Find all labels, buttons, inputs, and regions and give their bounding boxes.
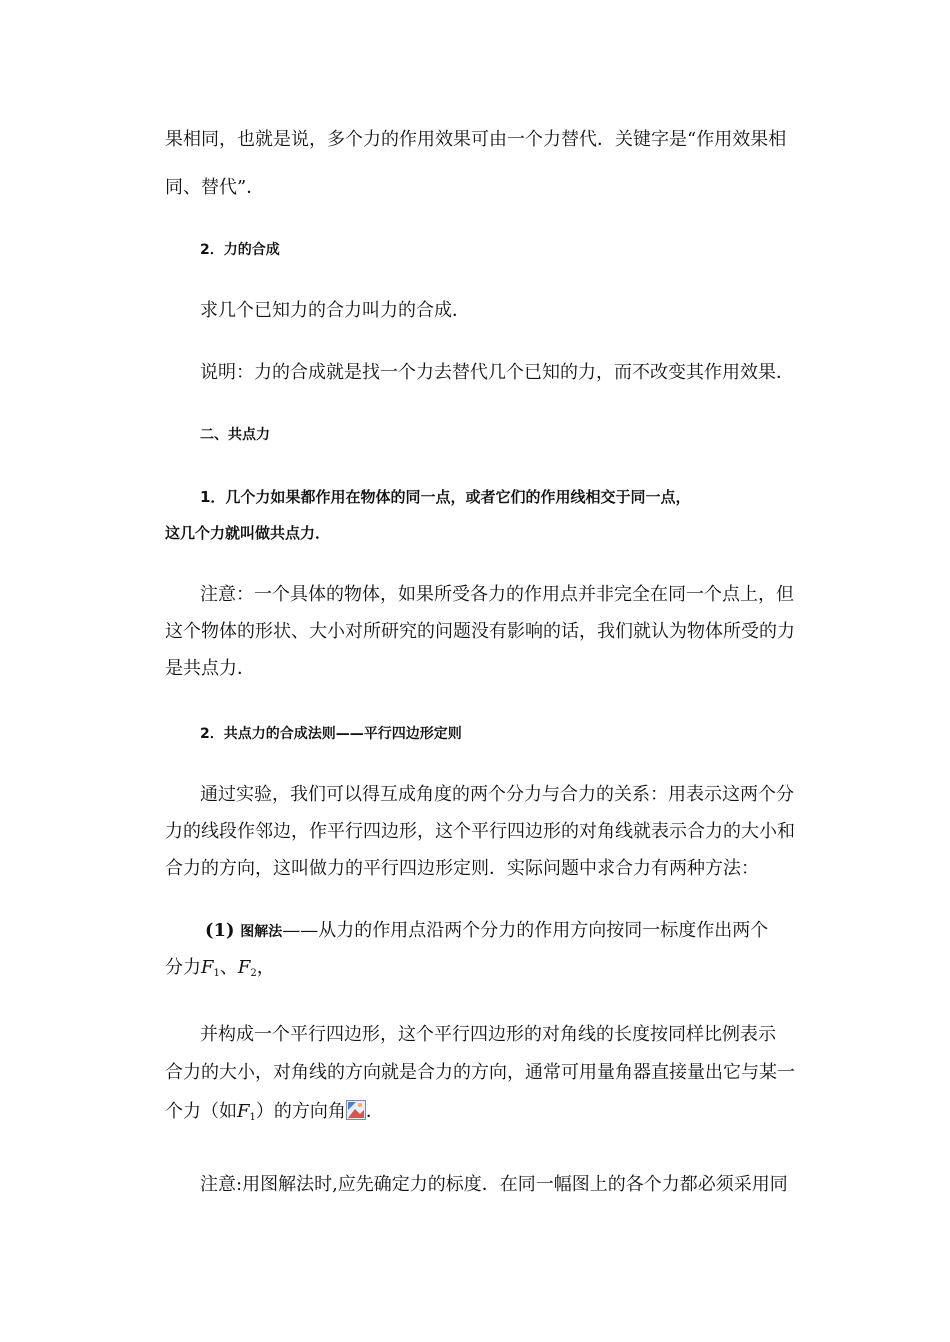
force-symbol: F (201, 957, 214, 978)
punctuation: ， (256, 957, 275, 978)
force-symbol: F (237, 957, 251, 978)
force-symbol: F (237, 1101, 250, 1122)
paragraph-line: 同、替代”． (165, 177, 265, 198)
method-line (205, 919, 795, 944)
paragraph-line: 注意：一个具体的物体，如果所受各力的作用点并非完全在同一个点上，但 (200, 584, 794, 605)
definition-line: 这几个力就叫做共点力． (165, 524, 331, 542)
method-term: 图解法 (240, 924, 283, 940)
force-subscript: 1 (249, 1112, 256, 1123)
force-subscript: 2 (250, 968, 257, 979)
paragraph-line (165, 1100, 795, 1130)
paragraph-line: 说明：力的合成就是找一个力去替代几个已知的力，而不改变其作用效果． (200, 362, 794, 383)
broken-image-icon (346, 1100, 366, 1120)
paragraph-line: 果相同，也就是说，多个力的作用效果可由一个力替代．关键字是“作用效果相 (165, 129, 787, 150)
method-line (165, 956, 795, 986)
method-number: (1) (205, 920, 235, 941)
section-heading: 2．力的合成 (200, 242, 280, 258)
paragraph-text: 个力（如 (165, 1101, 237, 1122)
paragraph-line: 求几个已知力的合力叫力的合成． (200, 300, 470, 321)
paragraph-text: ）的方向角 (255, 1101, 346, 1122)
section-heading: 2．共点力的合成法则——平行四边形定则 (200, 726, 462, 742)
paragraph-line: 通过实验，我们可以得互成角度的两个分力与合力的关系：用表示这两个分 (200, 784, 794, 805)
paragraph-line: 这个物体的形状、大小对所研究的问题没有影响的话，我们就认为物体所受的力 (165, 621, 795, 642)
paragraph-line: 合力的大小，对角线的方向就是合力的方向，通常可用量角器直接量出它与某一 (165, 1062, 795, 1083)
punctuation: ． (365, 1101, 384, 1122)
force-subscript: 1 (213, 968, 220, 979)
method-text: 分力 (165, 957, 201, 978)
section-heading: 二、共点力 (200, 427, 270, 443)
paragraph-line: 力的线段作邻边，作平行四边形，这个平行四边形的对角线就表示合力的大小和 (165, 821, 795, 842)
paragraph-line: 合力的方向，这叫做力的平行四边形定则．实际问题中求合力有两种方法： (165, 858, 759, 879)
method-text: 从力的作用点沿两个分力的作用方向按同一标度作出两个 (318, 920, 769, 941)
paragraph-line: 并构成一个平行四边形，这个平行四边形的对角线的长度按同样比例表示 (200, 1024, 776, 1045)
paragraph-line: 是共点力． (165, 658, 255, 679)
separator: 、 (219, 957, 238, 978)
method-dash: —— (282, 920, 319, 941)
definition-line: 1．几个力如果都作用在物体的同一点，或者它们的作用线相交于同一点， (200, 488, 691, 506)
paragraph-line: 注意:用图解法时,应先确定力的标度．在同一幅图上的各个力都必须采用同 (200, 1174, 788, 1195)
